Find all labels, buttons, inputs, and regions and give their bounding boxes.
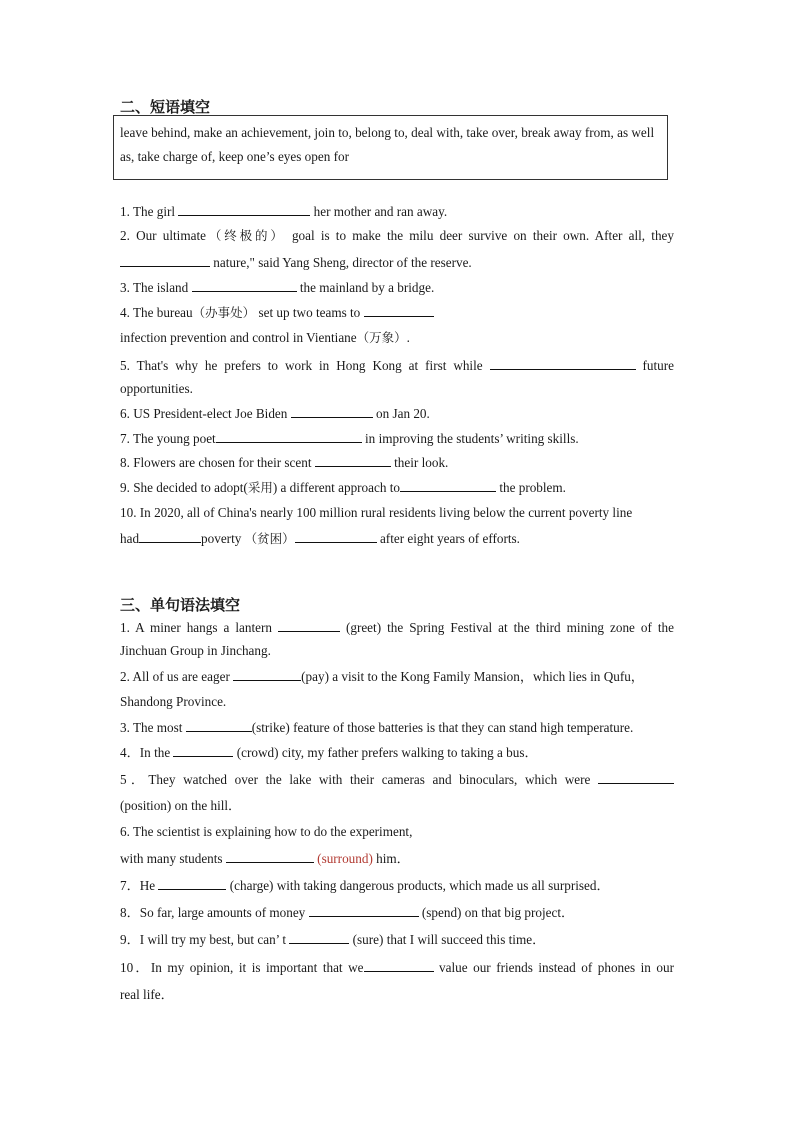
- s3-q6-line2: with many students (surround) him．: [120, 851, 410, 866]
- answer-blank[interactable]: [400, 479, 496, 492]
- s2-q8: 8. Flowers are chosen for their scent their look.: [120, 455, 449, 470]
- s2-q5-line1: 5. That's why he prefers to work in Hong Kong at first while future: [120, 358, 674, 373]
- answer-blank[interactable]: [309, 904, 419, 917]
- s2-q10-line2: had poverty （贫困） after eight years of efforts.: [120, 531, 520, 546]
- s3-q8: 8．So far, large amounts of money (spend) on that big project．: [120, 905, 575, 920]
- s3-q2-line2: Shandong Province.: [120, 694, 227, 709]
- section3-title: 三、单句语法填空: [120, 596, 241, 614]
- answer-blank[interactable]: [289, 931, 349, 944]
- s3-q5-line1: 5．They watched over the lake with their cameras and binoculars, which were: [120, 771, 674, 788]
- answer-blank[interactable]: [120, 254, 210, 267]
- answer-blank[interactable]: [226, 850, 314, 863]
- answer-blank[interactable]: [158, 877, 226, 890]
- phrase-box: leave behind, make an achievement, join to, belong to, deal with, take over, break away from, as well as, take charge of, keep one’s eyes open for: [113, 115, 668, 180]
- s2-q4-line2: infection prevention and control in Vientiane（万象）.: [120, 330, 410, 345]
- answer-blank[interactable]: [192, 279, 297, 292]
- s3-q9: 9．I will try my best, but can’ t (sure) that I will succeed this time．: [120, 932, 546, 947]
- s3-q10-line2: real life．: [120, 987, 174, 1002]
- s3-q2-line1: 2. All of us are eager (pay) a visit to the Kong Family Mansion，which lies in Qufu，: [120, 669, 644, 684]
- s2-q5-line2: opportunities.: [120, 381, 193, 396]
- s2-q1: 1. The girl her mother and ran away.: [120, 204, 448, 219]
- s2-q3: 3. The island the mainland by a bridge.: [120, 280, 435, 295]
- answer-blank[interactable]: [295, 530, 377, 543]
- s3-q7: 7．He (charge) with taking dangerous products, which made us all surprised．: [120, 878, 610, 893]
- section2-title: 二、短语填空: [120, 98, 211, 116]
- answer-blank[interactable]: [364, 959, 434, 972]
- s2-q4-line1: 4. The bureau（办事处） set up two teams to: [120, 304, 674, 321]
- answer-blank[interactable]: [186, 719, 252, 732]
- answer-blank[interactable]: [233, 668, 301, 681]
- s2-q2-line2: nature," said Yang Sheng, director of the reserve.: [120, 254, 674, 271]
- answer-blank[interactable]: [278, 619, 340, 632]
- answer-blank[interactable]: [315, 454, 391, 467]
- answer-blank[interactable]: [216, 430, 362, 443]
- s3-q10-line1: 10．In my opinion, it is important that we value our friends instead of phones in our: [120, 960, 675, 975]
- s3-q6-line1: 6. The scientist is explaining how to do the experiment,: [120, 824, 413, 839]
- answer-blank[interactable]: [139, 530, 201, 543]
- s3-q4: 4．In the (crowd) city, my father prefers walking to taking a bus．: [120, 745, 538, 760]
- s2-q9: 9. She decided to adopt(采用) a different approach to the problem.: [120, 480, 566, 495]
- s2-q2-line1: 2. Our ultimate（终极的） goal is to make the milu deer survive on their own. After all, they: [120, 228, 674, 243]
- s3-q1-line2: Jinchuan Group in Jinchang.: [120, 643, 271, 658]
- s3-q1-line1: 1. A miner hangs a lantern (greet) the Spring Festival at the third mining zone of the: [120, 620, 675, 635]
- s2-q10-line1: 10. In 2020, all of China's nearly 100 million rural residents living below the current poverty line: [120, 505, 633, 520]
- answer-blank[interactable]: [490, 357, 636, 370]
- s2-q6: 6. US President-elect Joe Biden on Jan 20.: [120, 406, 430, 421]
- answer-blank[interactable]: [364, 304, 434, 317]
- answer-blank[interactable]: [291, 405, 373, 418]
- s3-q3: 3. The most (strike) feature of those batteries is that they can stand high temperature.: [120, 720, 634, 735]
- s2-q7: 7. The young poet in improving the students’ writing skills.: [120, 431, 579, 446]
- answer-blank[interactable]: [173, 744, 233, 757]
- s3-q5-line2: (position) on the hill．: [120, 798, 242, 813]
- answer-blank[interactable]: [178, 203, 310, 216]
- answer-blank[interactable]: [598, 771, 674, 784]
